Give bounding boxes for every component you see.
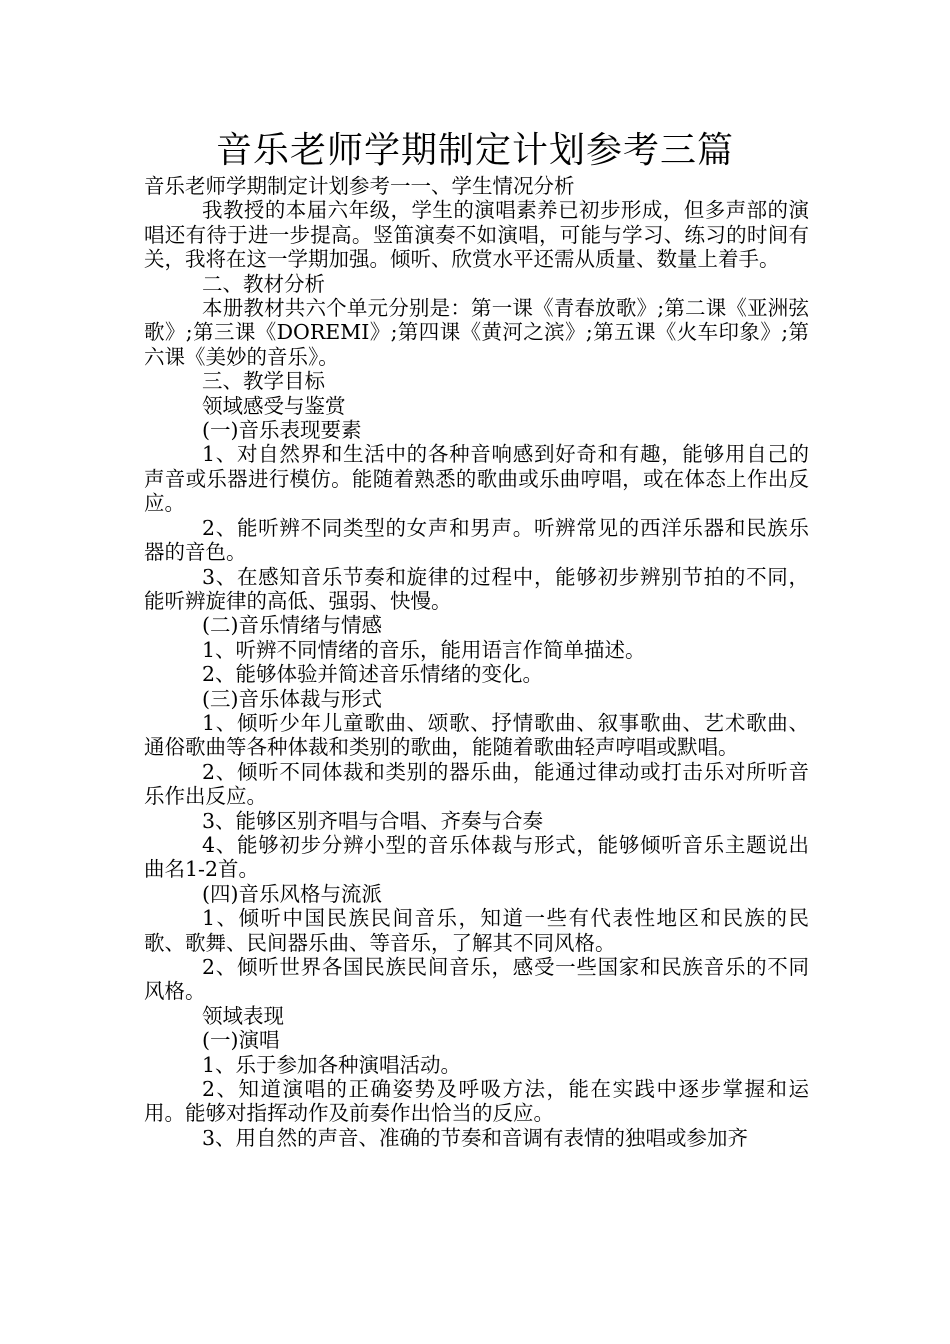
- paragraph: 2、倾听世界各国民族民间音乐，感受一些国家和民族音乐的不同风格。: [144, 955, 809, 1004]
- paragraph: 领域感受与鉴赏: [202, 393, 346, 418]
- paragraph: 1、乐于参加各种演唱活动。: [202, 1052, 462, 1077]
- document-body: [144, 174, 809, 1150]
- paragraph: 1、倾听中国民族民间音乐，知道一些有代表性地区和民族的民歌、歌舞、民间器乐曲、等音乐，了解其不同风格。: [144, 906, 809, 955]
- paragraph: (一)音乐表现要素: [202, 418, 362, 443]
- paragraph: 2、能听辨不同类型的女声和男声。听辨常见的西洋乐器和民族乐器的音色。: [144, 515, 809, 565]
- paragraph: 2、倾听不同体裁和类别的器乐曲，能通过律动或打击乐对所听音乐作出反应。: [144, 759, 809, 809]
- paragraph: 1、听辨不同情绪的音乐，能用语言作简单描述。: [202, 637, 646, 662]
- paragraph: 1、倾听少年儿童歌曲、颂歌、抒情歌曲、叙事歌曲、艺术歌曲、通俗歌曲等各种体裁和类别的歌曲，能随着歌曲轻声哼唱或默唱。: [144, 710, 809, 760]
- paragraph: 1、对自然界和生活中的各种音响感到好奇和有趣，能够用自己的声音或乐器进行模仿。能随着熟悉的歌曲或乐曲哼唱，或在体态上作出反应。: [144, 442, 809, 516]
- paragraph: (四)音乐风格与流派: [202, 881, 382, 906]
- paragraph: 4、能够初步分辨小型的音乐体裁与形式，能够倾听音乐主题说出曲名1-2首。: [144, 832, 809, 882]
- paragraph: 音乐老师学期制定计划参考一一、学生情况分析: [144, 174, 575, 198]
- paragraph: 3、能够区别齐唱与合唱、齐奏与合奏: [202, 808, 544, 833]
- paragraph: 2、能够体验并简述音乐情绪的变化。: [202, 662, 544, 687]
- paragraph: 3、在感知音乐节奏和旋律的过程中，能够初步辨别节拍的不同，能听辨旋律的高低、强弱、快慢。: [144, 564, 809, 613]
- paragraph: (一)演唱: [202, 1028, 280, 1053]
- paragraph: 2、知道演唱的正确姿势及呼吸方法，能在实践中逐步掌握和运用。能够对指挥动作及前奏作出恰当的反应。: [144, 1077, 809, 1126]
- paragraph: 三、教学目标: [202, 369, 325, 394]
- paragraph: 本册教材共六个单元分别是：第一课《青春放歌》;第二课《亚洲弦歌》;第三课《DOREMI》;第四课《黄河之滨》;第五课《火车印象》;第六课《美妙的音乐》。: [144, 296, 809, 369]
- paragraph: 领域表现: [202, 1003, 284, 1028]
- paragraph: 二、教材分析: [202, 271, 325, 296]
- paragraph: (三)音乐体裁与形式: [202, 686, 382, 711]
- paragraph: 我教授的本届六年级，学生的演唱素养已初步形成，但多声部的演唱还有待于进一步提高。竖笛演奏不如演唱，可能与学习、练习的时间有关，我将在这一学期加强。倾听、欣赏水平还需从质量、数量上着手。: [144, 198, 809, 272]
- paragraph: (二)音乐情绪与情感: [202, 613, 382, 638]
- document-title: 音乐老师学期制定计划参考三篇: [215, 130, 734, 171]
- paragraph: 3、用自然的声音、准确的节奏和音调有表情的独唱或参加齐: [202, 1125, 749, 1150]
